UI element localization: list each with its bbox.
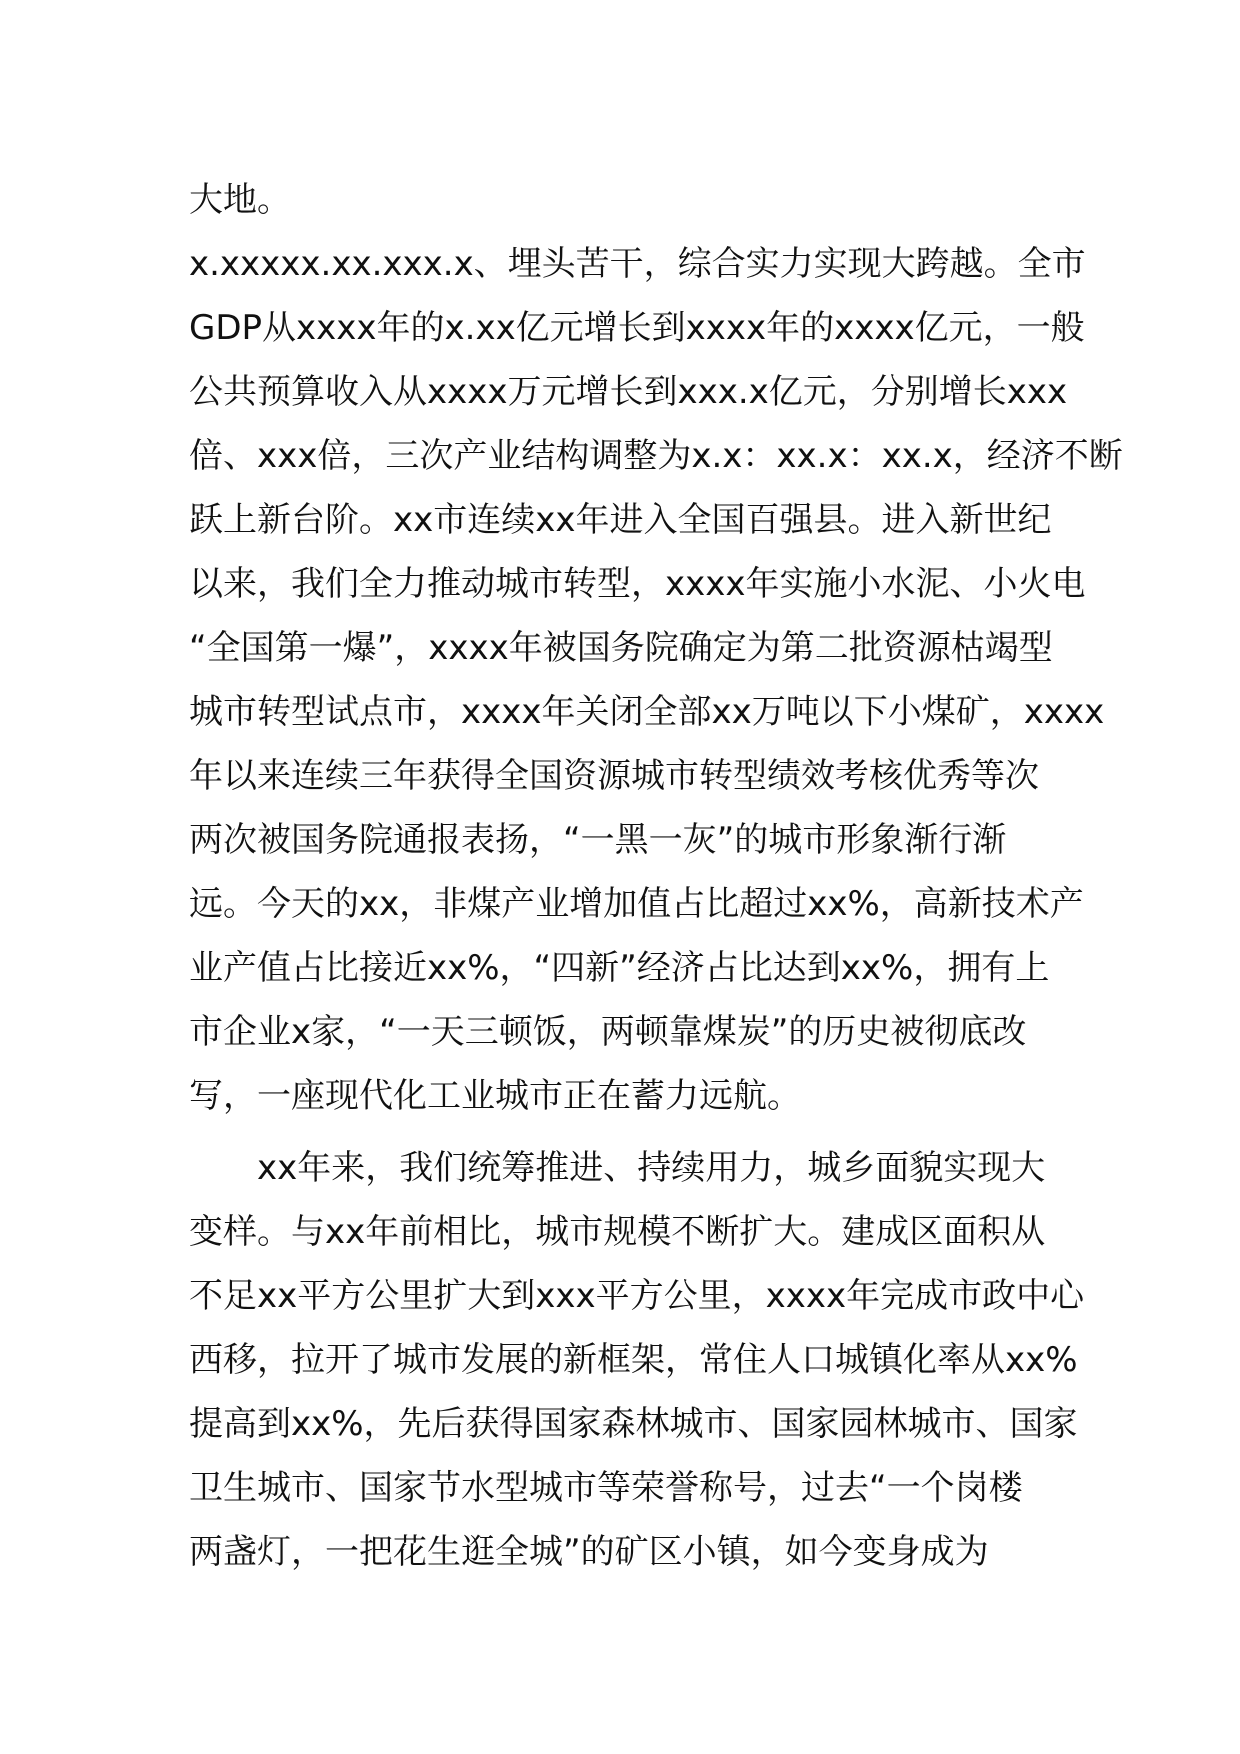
paragraph-first-line: xx年来，我们统筹推进、持续用力，城乡面貌实现大 <box>257 1148 1046 1188</box>
text-line: 年以来连续三年获得全国资源城市转型绩效考核优秀等次 <box>189 756 1039 796</box>
text-line: 公共预算收入从xxxx万元增长到xxx.x亿元，分别增长xxx <box>189 372 1068 412</box>
text-line: 城市转型试点市，xxxx年关闭全部xx万吨以下小煤矿，xxxx <box>189 692 1105 732</box>
text-line: 提高到xx%，先后获得国家森林城市、国家园林城市、国家 <box>189 1404 1078 1444</box>
text-line: 倍、xxx倍，三次产业结构调整为x.x：xx.x：xx.x，经济不断 <box>189 436 1123 476</box>
text-line: 大地。 <box>189 180 291 220</box>
text-line: 业产值占比接近xx%，“四新”经济占比达到xx%，拥有上 <box>189 948 1050 988</box>
text-line: 远。今天的xx，非煤产业增加值占比超过xx%，高新技术产 <box>189 884 1084 924</box>
text-line: x.xxxxx.xx.xxx.x、埋头苦干，综合实力实现大跨越。全市 <box>189 244 1086 284</box>
text-line: GDP从xxxx年的x.xx亿元增长到xxxx年的xxxx亿元，一般 <box>189 308 1085 348</box>
text-line: 不足xx平方公里扩大到xxx平方公里，xxxx年完成市政中心 <box>189 1276 1085 1316</box>
text-line: 跃上新台阶。xx市连续xx年进入全国百强县。进入新世纪 <box>189 500 1052 540</box>
text-line: 两盏灯，一把花生逛全城”的矿区小镇，如今变身成为 <box>189 1532 989 1572</box>
text-line: 以来，我们全力推动城市转型，xxxx年实施小水泥、小火电 <box>189 564 1086 604</box>
text-line: 西移，拉开了城市发展的新框架，常住人口城镇化率从xx% <box>189 1340 1078 1380</box>
text-line: 变样。与xx年前相比，城市规模不断扩大。建成区面积从 <box>189 1212 1046 1252</box>
text-line: 写，一座现代化工业城市正在蓄力远航。 <box>189 1076 801 1116</box>
text-line: 市企业x家，“一天三顿饭，两顿靠煤炭”的历史被彻底改 <box>189 1012 1027 1052</box>
text-line: 卫生城市、国家节水型城市等荣誉称号，过去“一个岗楼 <box>189 1468 1023 1508</box>
text-line: 两次被国务院通报表扬，“一黑一灰”的城市形象渐行渐 <box>189 820 1007 860</box>
text-line: “全国第一爆”，xxxx年被国务院确定为第二批资源枯竭型 <box>189 628 1053 668</box>
